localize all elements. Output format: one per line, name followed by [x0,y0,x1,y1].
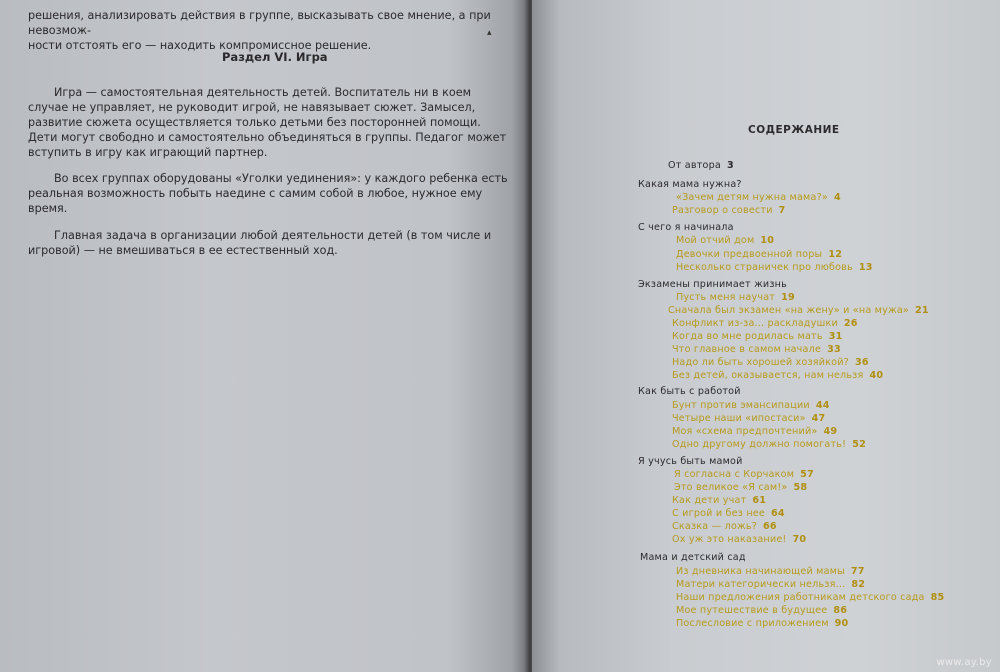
toc-page-number: 31 [828,331,843,342]
toc-entry-title: Ох уж это наказание! [672,534,787,545]
toc-entry-title: Как дети учат [672,495,747,506]
toc-entry [672,439,866,451]
watermark: www.ay.by [936,657,992,668]
toc-entry [672,521,777,533]
toc-entry-title: Мое путешествие в будущее [676,605,828,616]
toc-entry-title: Без детей, оказывается, нам нельзя [672,370,864,381]
toc-section-heading [638,222,734,234]
toc-entry [672,370,883,382]
intro-text [28,8,514,53]
toc-entry-title: Разговор о совести [672,205,773,216]
toc-page-number: 36 [854,357,869,368]
toc-entry-title: Девочки предвоенной поры [676,249,823,260]
toc-page-number: 21 [914,305,929,316]
margin-mark: ▴ [487,28,492,38]
toc-entry [676,249,842,261]
toc-page-number: 85 [930,592,945,603]
toc-page-number: 49 [823,426,838,437]
toc-page-number: 3 [726,160,734,171]
toc-entry [674,482,807,494]
toc-page-number: 70 [792,534,807,545]
toc-entry-title: Пусть меня научат [676,292,776,303]
toc-entry [672,344,841,356]
toc-entry-title: Наши предложения работникам детского сада [676,592,925,603]
section-heading: Раздел VI. Игра [222,50,328,64]
toc-entry-title: Надо ли быть хорошей хозяйкой? [672,357,849,368]
toc-entry-title: Конфликт из-за... раскладушки [672,318,838,329]
toc-page-number: 77 [850,566,865,577]
toc-section-heading [638,456,743,468]
toc-entry [672,331,842,343]
toc-page-number: 58 [793,482,808,493]
toc-section-heading [640,552,746,564]
toc-page-number: 40 [869,370,884,381]
toc-entry [672,205,786,217]
toc-entry-title: Моя «схема предпочтений» [672,426,818,437]
toc-title: СОДЕРЖАНИЕ [748,124,840,136]
section-body [28,74,512,269]
toc-entry [672,400,830,412]
toc-entry [676,235,774,247]
toc-section-heading [638,279,787,291]
toc-entry [676,192,841,204]
toc-page-number: 82 [851,579,866,590]
toc-entry-title: Экзамены принимает жизнь [638,279,787,290]
toc-entry-title: Мой отчий дом [676,235,755,246]
toc-entry-title: Из дневника начинающей мамы [676,566,845,577]
intro-line: решения, анализировать действия в группе, высказывать свое мнение, а при невозмож- [28,9,491,37]
toc-page-number: 66 [763,521,777,532]
toc-page-number: 10 [760,235,775,246]
toc-entry-title: Когда во мне родилась мать [672,331,823,342]
toc-entry [668,305,929,317]
toc-entry-title: «Зачем детям нужна мама?» [676,192,828,203]
toc-entry [676,292,795,304]
toc-entry [672,495,766,507]
toc-entry-title: Как быть с работой [638,386,741,397]
toc-entry [672,318,858,330]
toc-entry [676,579,865,591]
toc-page-number: 33 [827,344,841,355]
toc-entry-title: Сказка — ложь? [672,521,758,532]
toc-entry-title: Послесловие с приложением [676,618,829,629]
toc-page-number: 4 [833,192,841,203]
toc-entry [672,413,825,425]
toc-entry-title: Это великое «Я сам!» [674,482,788,493]
toc-entry [676,566,865,578]
toc-entry-title: От автора [668,160,721,171]
toc-entry [672,426,837,438]
toc-page-number: 13 [858,262,873,273]
toc-entry-title: Четыре наши «ипостаси» [672,413,806,424]
paragraph: Игра — самостоятельная деятельность детей. Воспитатель ни в коем случае не управляет, не руководит игрой, не навязывает сюжет. Замысел, развитие сюжета осуществляется только детьми без посторонней помощи. Дети могут свободно и самостоятельно объединяться в группы. Педагог может вступить в игру как играющий партнер. [28,86,507,160]
toc-entry [676,262,873,274]
toc-page-number: 26 [843,318,858,329]
paragraph: Главная задача в организации любой деятельности детей (в том числе и игровой) — не вмешиваться в ее естественный ход. [28,228,492,257]
toc-entry [674,469,814,481]
toc-page-number: 47 [811,413,826,424]
toc-entry [672,508,785,520]
toc-entry-title: Несколько страничек про любовь [676,262,853,273]
toc-page-number: 52 [852,439,866,450]
toc-entry-title: С чего я начинала [638,222,734,233]
toc-page-number: 61 [752,495,767,506]
toc-page-number: 44 [815,400,830,411]
toc-entry [668,160,734,172]
paragraph: Во всех группах оборудованы «Уголки уединения»: у каждого ребенка есть реальная возможность побыть наедине с самим собой в любое, нужное ему время. [28,172,508,216]
toc-entry [672,534,806,546]
toc-page-number: 90 [834,618,849,629]
toc-page-number: 12 [828,249,843,260]
toc-entry-title: Я согласна с Корчаком [674,469,795,480]
toc-entry-title: Матери категорически нельзя... [676,579,846,590]
toc-entry [676,605,847,617]
toc-entry-title: Я учусь быть мамой [638,456,743,467]
toc-entry-title: Что главное в самом начале [672,344,822,355]
toc-page-number: 64 [771,508,785,519]
toc-section-heading [638,386,741,398]
toc-page-number: 86 [833,605,848,616]
toc-entry-title: Одно другому должно помогать! [672,439,847,450]
toc-page-number: 7 [778,205,786,216]
toc-entry [676,618,848,630]
toc-entry [672,357,869,369]
toc-page-number: 19 [781,292,795,303]
toc-entry-title: Бунт против эмансипации [672,400,810,411]
toc-entry-title: Мама и детский сад [640,552,746,563]
toc-entry-title: Какая мама нужна? [638,179,742,190]
toc-entry-title: С игрой и без нее [672,508,765,519]
toc-section-heading [638,179,742,191]
toc-entry-title: Сначала был экзамен «на жену» и «на мужа» [668,305,909,316]
toc-page-number: 57 [800,469,814,480]
intro-line: ности отстоять его — находить компромиссное решение. [28,39,372,52]
toc-entry [676,592,944,604]
